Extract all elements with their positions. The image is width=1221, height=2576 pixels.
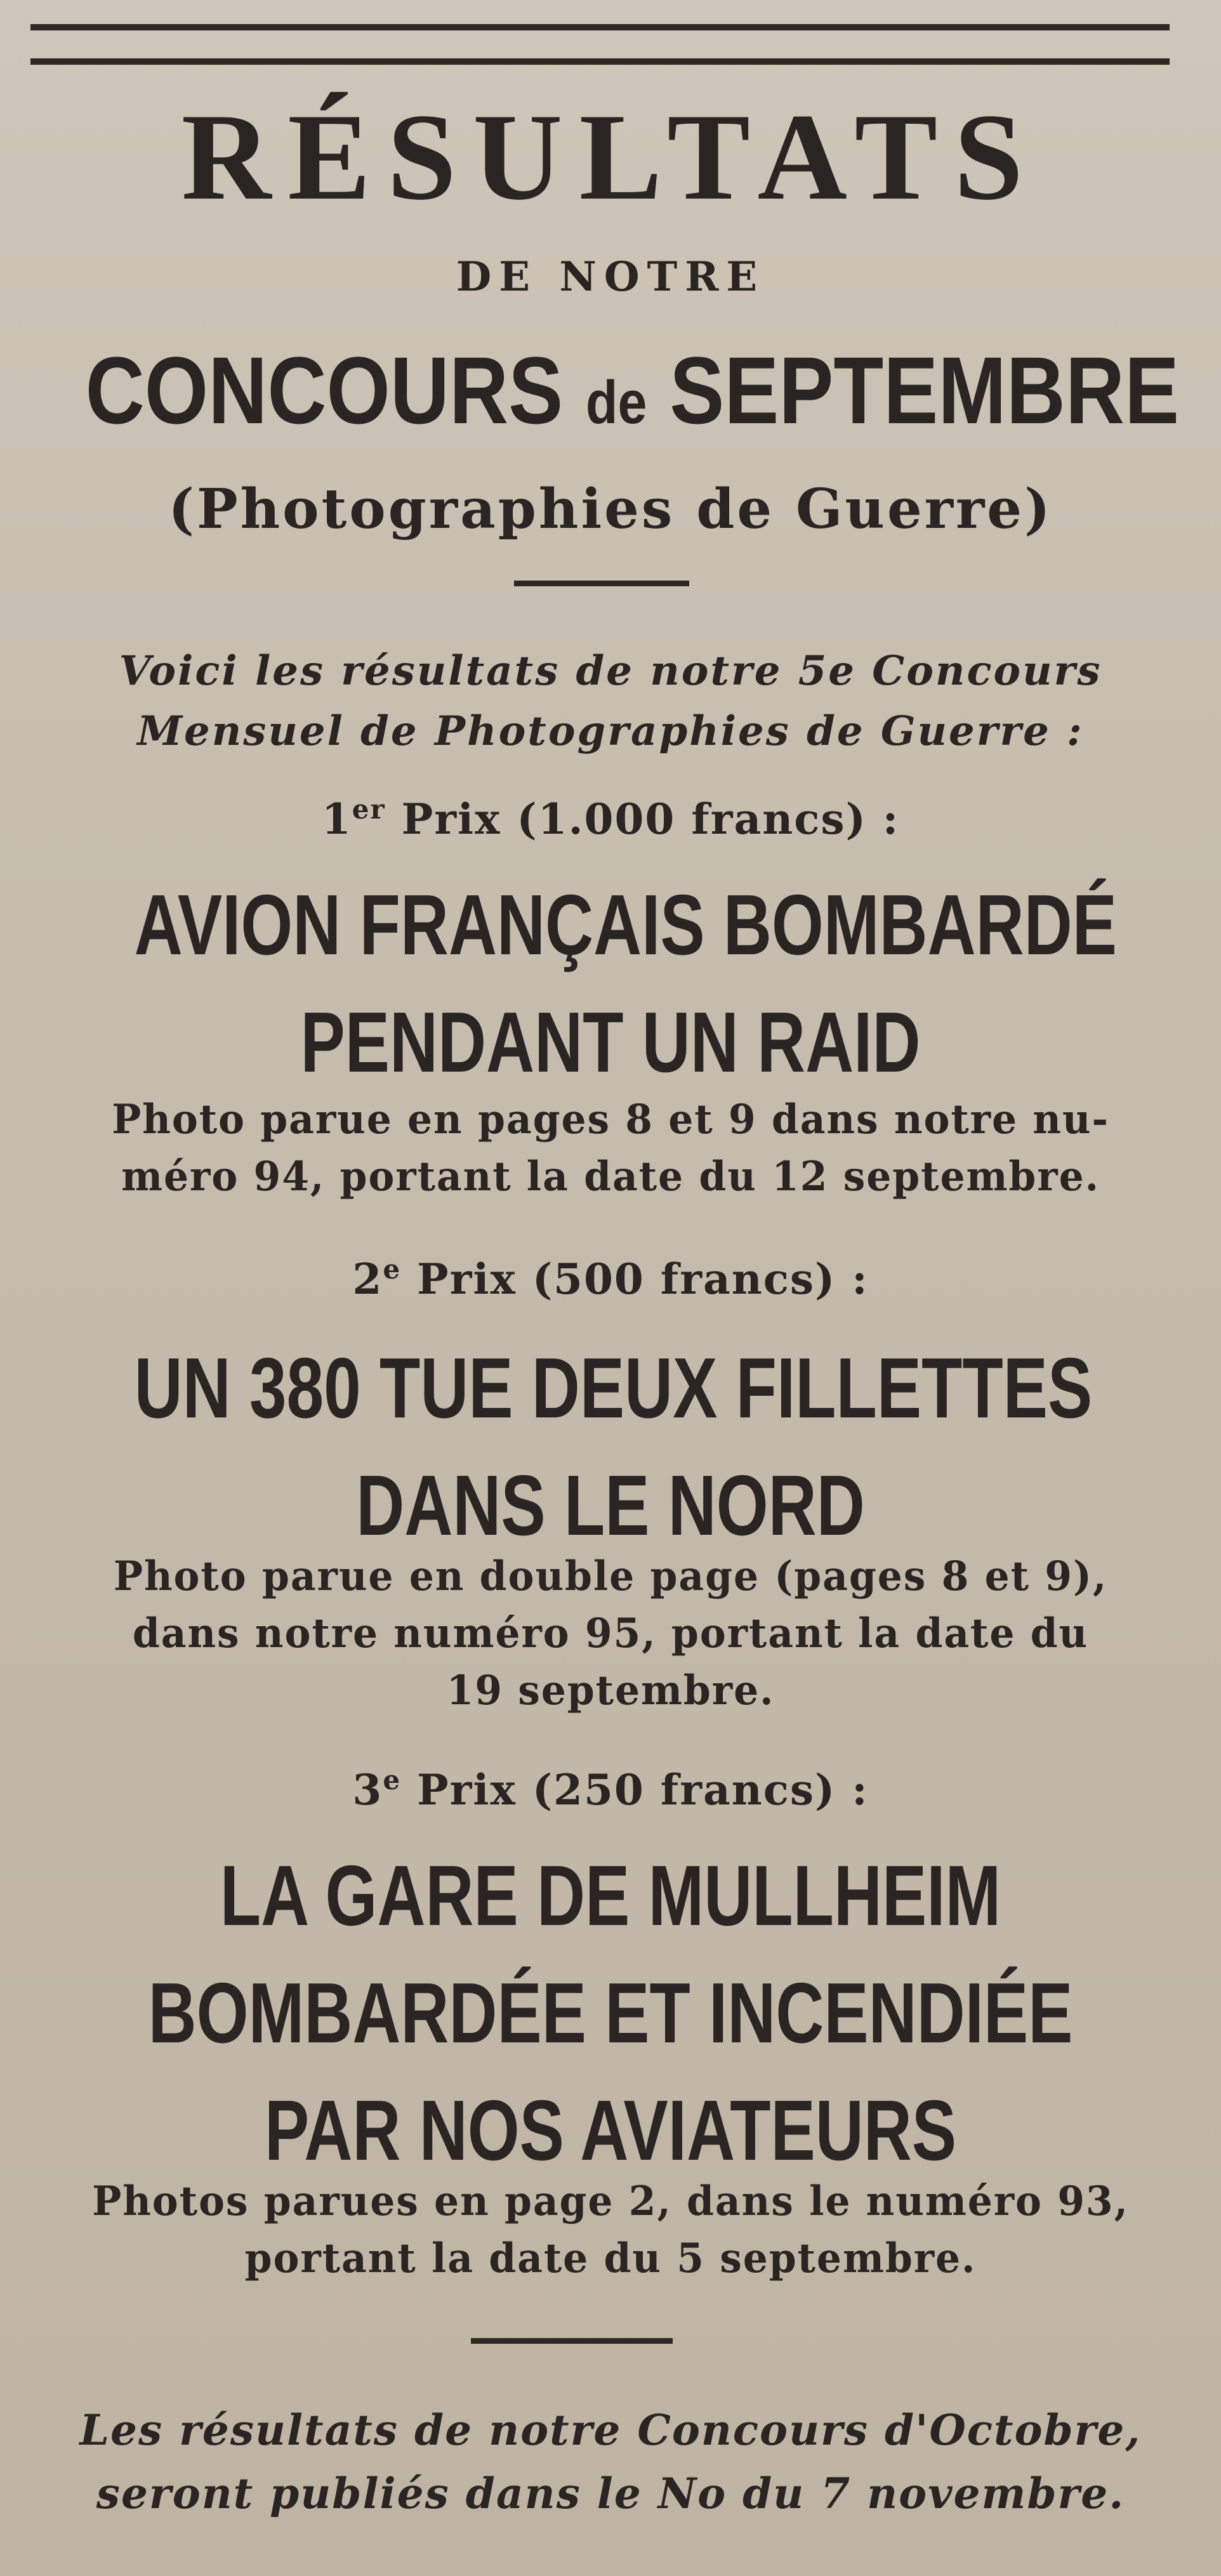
contest-headline-word-1: CONCOURS <box>85 337 564 444</box>
contest-headline <box>85 337 1180 444</box>
prize-2-description-line-1: Photo parue en double page (pages 8 et 9), <box>113 1553 1108 1600</box>
prize-2-description <box>24 1548 1196 1719</box>
prize-3-ordinal-suffix: e <box>383 1764 402 1796</box>
prize-2-ordinal-suffix: e <box>383 1254 402 1285</box>
prize-1-headline <box>134 866 1117 1101</box>
prize-2-headline <box>134 1329 1093 1564</box>
prize-1-ordinal-suffix: er <box>352 794 386 825</box>
prize-3-headline-line-2: BOMBARDÉE ET INCENDIÉE <box>148 1965 1073 2061</box>
prize-3-label <box>0 1764 1221 1815</box>
footer-note <box>0 2398 1221 2525</box>
prize-1-ordinal: 1 <box>321 794 352 844</box>
prize-2-headline-line-1: UN 380 TUE DEUX FILLETTES <box>134 1340 1093 1436</box>
prize-2-headline-line-2: DANS LE NORD <box>356 1457 865 1553</box>
top-double-rule-lower <box>30 58 1170 65</box>
prize-3-description-line-1: Photos parues en page 2, dans le numéro 93, <box>92 2178 1129 2225</box>
intro-paragraph <box>0 641 1221 761</box>
prize-3-amount: Prix (250 francs) : <box>401 1765 869 1815</box>
prize-1-amount: Prix (1.000 francs) : <box>385 794 900 844</box>
contest-headline-word-2: SEPTEMBRE <box>670 337 1180 444</box>
prize-1-headline-line-2: PENDANT UN RAID <box>300 994 921 1090</box>
contest-headline-de: de <box>586 369 647 437</box>
prize-3-headline-line-3: PAR NOS AVIATEURS <box>264 2082 957 2178</box>
intro-line-2: Mensuel de Photographies de Guerre : <box>137 707 1084 755</box>
prize-2-label <box>0 1254 1221 1304</box>
divider-rule-upper <box>514 581 689 586</box>
prize-2-amount: Prix (500 francs) : <box>401 1254 869 1304</box>
prize-3-description-line-2: portant la date du 5 septembre. <box>244 2235 977 2282</box>
prize-3-description <box>24 2173 1196 2287</box>
footer-line-1: Les résultats de notre Concours d'Octobre, <box>79 2405 1142 2455</box>
divider-rule-lower <box>471 2338 673 2344</box>
prize-3-headline-line-1: LA GARE DE MULLHEIM <box>220 1848 1001 1943</box>
intro-line-1: Voici les résultats de notre 5e Concours <box>119 647 1102 695</box>
prize-2-ordinal: 2 <box>352 1254 383 1304</box>
title-kicker: DE NOTRE <box>456 253 765 301</box>
prize-3-ordinal: 3 <box>352 1765 383 1815</box>
contest-subtitle: (Photographies de Guerre) <box>168 477 1053 541</box>
prize-1-description-line-2: méro 94, portant la date du 12 septembre. <box>121 1153 1100 1200</box>
prize-1-description-line-1: Photo parue en pages 8 et 9 dans notre nu- <box>112 1096 1109 1143</box>
top-double-rule-upper <box>30 24 1170 30</box>
prize-1-label <box>0 794 1221 844</box>
footer-line-2: seront publiés dans le No du 7 novembre. <box>96 2469 1125 2518</box>
page-title: RÉSULTATS <box>181 88 1040 226</box>
prize-1-headline-line-1: AVION FRANÇAIS BOMBARDÉ <box>134 877 1117 973</box>
prize-2-description-line-3: 19 septembre. <box>446 1667 775 1714</box>
prize-3-headline <box>135 1837 1087 2189</box>
prize-2-description-line-2: dans notre numéro 95, portant la date du <box>132 1610 1089 1657</box>
prize-1-description <box>24 1091 1196 1206</box>
